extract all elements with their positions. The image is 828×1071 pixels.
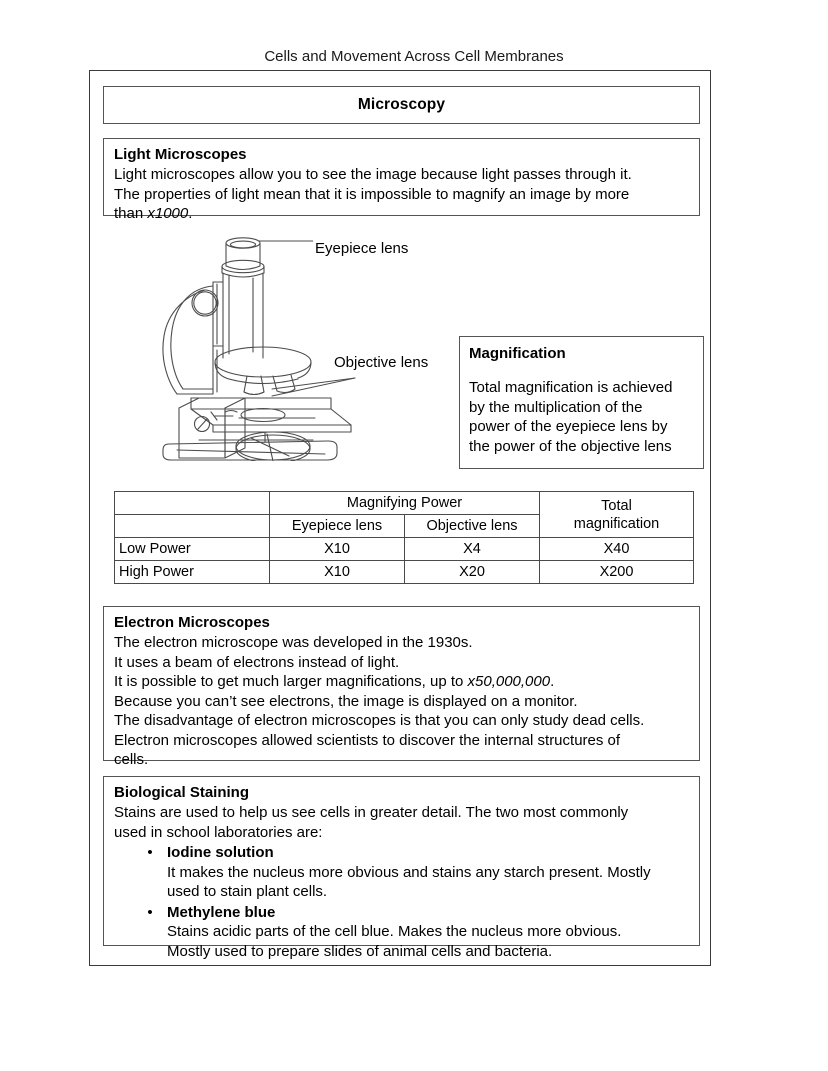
electron-microscopes-line-4: Because you can’t see electrons, the image is displayed on a monitor. (114, 692, 578, 710)
stain-title-methylene-blue: Methylene blue (167, 903, 276, 921)
eyepiece-lens-label: Eyepiece lens (315, 240, 409, 257)
stain-iodine-line-2: used to stain plant cells. (167, 883, 328, 900)
table-row (115, 561, 694, 584)
electron-microscopes-line-2: It uses a beam of electrons instead of light. (114, 653, 400, 671)
biological-staining-intro-line-1: Stains are used to help us see cells in greater detail. The two most commonly (114, 804, 629, 821)
table-header-total-magnification (540, 492, 694, 538)
magnification-callout-line-1: Total magnification is achieved (469, 379, 673, 396)
table-header-total-line-1: Total (601, 497, 632, 514)
table-header-magnifying-power: Magnifying Power (270, 492, 540, 515)
page-title: Microscopy (357, 96, 446, 113)
eyepiece-leader-line (155, 226, 455, 286)
table-row-label-low-power: Low Power (115, 538, 270, 561)
light-microscopes-section (103, 138, 700, 222)
light-microscopes-magnification-value: x1000 (147, 205, 189, 222)
table-cell-low-total: X40 (540, 538, 694, 561)
document-header-title: Cells and Movement Across Cell Membranes (264, 48, 564, 65)
main-title-box (103, 86, 700, 124)
electron-microscopes-line-1: The electron microscope was developed in the 1930s. (114, 634, 473, 651)
light-microscopes-line-3-prefix: than (114, 205, 148, 222)
electron-microscopes-line-3-suffix: . (550, 673, 555, 690)
list-item (114, 843, 689, 902)
electron-microscopes-line-3-prefix: It is possible to get much larger magnifications, up to (114, 673, 468, 690)
stain-methylene-line-1: Stains acidic parts of the cell blue. Makes the nucleus more obvious. (167, 923, 622, 940)
biological-staining-intro-line-2: used in school laboratories are: (114, 823, 323, 841)
stain-methylene-line-2: Mostly used to prepare slides of animal cells and bacteria. (167, 942, 553, 960)
electron-microscopes-heading: Electron Microscopes (114, 614, 270, 631)
stain-iodine-line-1: It makes the nucleus more obvious and stains any starch present. Mostly (167, 863, 651, 881)
electron-microscopes-line-6: Electron microscopes allowed scientists to discover the internal structures of (114, 731, 621, 749)
magnification-callout-line-4: the power of the objective lens (469, 437, 672, 455)
electron-microscopes-line-7: cells. (114, 751, 149, 768)
table-cell-low-eyepiece: X10 (270, 538, 405, 561)
microscope-illustration-area (103, 226, 700, 486)
light-microscopes-line-3 (114, 204, 689, 224)
electron-microscopes-line-5: The disadvantage of electron microscopes is that you can only study dead cells. (114, 712, 645, 729)
table-cell-high-eyepiece: X10 (270, 561, 405, 584)
magnification-callout-box (459, 336, 704, 469)
biological-staining-heading: Biological Staining (114, 784, 250, 801)
biological-staining-section (103, 776, 700, 960)
table-header-objective-lens: Objective lens (405, 515, 540, 538)
electron-microscopes-magnification-value: x50,000,000 (467, 673, 551, 690)
light-microscopes-line-2: The properties of light mean that it is impossible to magnify an image by more (114, 185, 630, 203)
list-item-content (167, 843, 689, 902)
page-frame (89, 70, 711, 966)
stain-title-iodine: Iodine solution (167, 844, 274, 861)
table-corner-cell (115, 492, 270, 515)
table-cell-low-objective: X4 (405, 538, 540, 561)
list-item (114, 903, 689, 962)
table-header-eyepiece-lens: Eyepiece lens (270, 515, 405, 538)
electron-microscopes-section (103, 606, 700, 768)
table-cell-high-objective: X20 (405, 561, 540, 584)
table-row (115, 538, 694, 561)
electron-microscopes-line-3 (114, 672, 689, 692)
list-item-content (167, 903, 689, 962)
magnification-table (114, 491, 694, 584)
table-header-row-1 (115, 492, 694, 515)
magnification-callout-line-2: by the multiplication of the (469, 398, 643, 416)
light-microscopes-line-3-suffix: . (188, 205, 193, 222)
bullet-dot-icon: • (147, 903, 153, 921)
table-row-label-high-power: High Power (115, 561, 270, 584)
light-microscopes-heading: Light Microscopes (114, 146, 247, 163)
table-cell-high-total: X200 (540, 561, 694, 584)
light-microscopes-line-1: Light microscopes allow you to see the image because light passes through it. (114, 166, 632, 183)
objective-lens-label: Objective lens (334, 354, 429, 371)
magnification-callout-line-3: power of the eyepiece lens by (469, 418, 668, 435)
table-corner-cell-2 (115, 515, 270, 538)
bullet-dot-icon: • (147, 844, 153, 861)
magnification-callout-heading: Magnification (469, 345, 566, 362)
table-header-total-line-2: magnification (573, 515, 660, 532)
